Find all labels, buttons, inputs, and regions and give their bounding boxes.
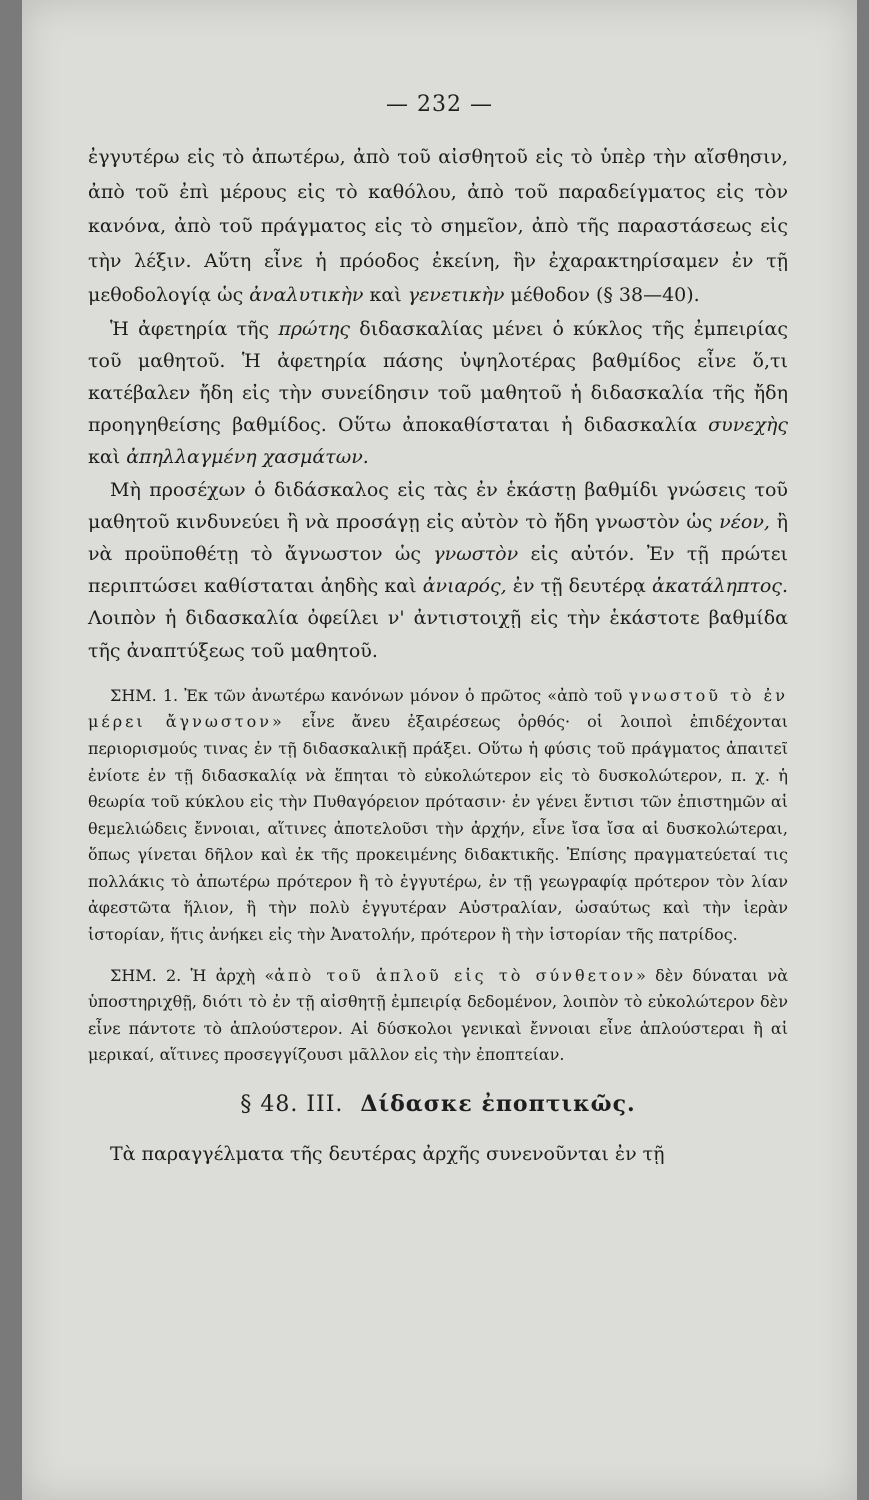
paragraph-1-end: μέθοδον (§ 38—40).: [510, 284, 700, 306]
section-number: § 48. III.: [240, 1092, 344, 1118]
paragraph-3-text-c: εἰς αὐτόν. Ἐν τῇ πρώτει περιπτώσει καθίσταται ἀηδὴς καὶ: [88, 542, 789, 598]
note-2-spaced: ἀπὸ τοῦ ἁπλοῦ εἰς τὸ σύνθετον: [274, 965, 637, 985]
paragraph-2-text-b: διδασκαλίας μένει ὁ κύκλος τῆς ἐμπειρίας τοῦ μαθητοῦ. Ἡ ἀφετηρία πάσης ὑψηλοτέρας βαθμίδος εἶνε ὅ,τι κατέβαλεν ἤδη εἰς τὴν συνείδησιν τοῦ μαθητοῦ ἡ διδασκαλία τῆς ἤδη προηγηθείσης βαθμίδος. Οὕτω ἀποκαθίσταται ἡ διδασκαλία: [88, 317, 788, 437]
note-2-text-a: ΣΗΜ. 2. Ἡ ἀρχὴ «: [110, 965, 275, 985]
emphasis-first: πρώτης: [278, 317, 351, 340]
paragraph-3-text-b: ἢ νὰ προϋποθέτῃ τὸ ἄγνωστον ὡς: [88, 510, 788, 565]
note-1: [88, 683, 788, 949]
page-body: [88, 140, 788, 1189]
paragraph-1: [88, 140, 788, 313]
paragraph-2-text-c: καὶ: [88, 446, 121, 469]
paragraph-3-text-e: Λοιπὸν ἡ διδασκαλία ὀφείλει ν' ἀντιστοιχῇ εἰς τὴν ἑκάστοτε βαθμίδα τῆς ἀναπτύξεως τοῦ μαθητοῦ.: [88, 607, 788, 662]
emphasis-incomprehensible: ἀκατάληπτος.: [651, 575, 788, 598]
paragraph-2: [88, 313, 788, 474]
note-1-text-a: ΣΗΜ. 1. Ἐκ τῶν ἀνωτέρω κανόνων μόνον ὁ πρῶτος «ἀπὸ τοῦ: [110, 685, 623, 705]
emphasis-continuous: συνεχὴς: [708, 414, 788, 437]
paragraph-1-text: ἐγγυτέρω εἰς τὸ ἀπωτέρω, ἀπὸ τοῦ αἰσθητοῦ εἰς τὸ ὑπὲρ τὴν αἴσθησιν, ἀπὸ τοῦ ἐπὶ μέρους εἰς τὸ καθόλου, ἀπὸ τοῦ παραδείγματος εἰς τὸν κανόνα, ἀπὸ τοῦ πράγματος εἰς τὸ σημεῖον, ἀπὸ τῆς παραστάσεως εἰς τὴν λέξιν. Αὕτη εἶνε ἡ πρόοδος ἐκείνη, ἣν ἐχαρακτηρίσαμεν ἐν τῇ μεθοδολογίᾳ ὡς: [88, 146, 788, 306]
emphasis-free-of-gaps: ἀπηλλαγμένη χασμάτων.: [126, 446, 369, 469]
paragraph-3-text-d: ἐν τῇ δευτέρᾳ: [512, 575, 646, 598]
page-number: — 232 —: [386, 92, 493, 117]
paragraph-1-mid: καὶ: [369, 284, 402, 306]
note-1-spaced: γνωστοῦ τὸ ἐν μέρει ἄγνωστον»: [88, 685, 788, 732]
note-2: [88, 963, 788, 1069]
book-page: [22, 0, 857, 1500]
note-1-text-b: εἶνε ἄνευ ἐξαιρέσεως ὀρθός· οἱ λοιποὶ ἐπιδέχονται περιορισμούς τινας ἐν τῇ διδασκαλικῇ πράξει. Οὕτω ἡ φύσις τοῦ πράγματος ἀπαιτεῖ ἐνίοτε ἐν τῇ διδασκαλίᾳ νὰ ἕπηται τὸ εὐκολώτερον εἰς τὸ δυσκολώτερον, π. χ. ἡ θεωρία τοῦ κύκλου εἰς τὴν Πυθαγόρειον πρότασιν· ἐν γένει ἔντισι τῶν ἐπιστημῶν αἱ θεμελιώδεις ἔννοιαι, αἵτινες ἀποτελοῦσι τὴν ἀρχήν, εἶνε ἴσα ἴσα αἱ δυσκολώτεραι, ὅπως γίνεται δῆλον καὶ ἐκ τῆς προκειμένης διδακτικῆς. Ἐπίσης πραγματεύεταί τις πολλάκις τὸ ἀπωτέρω πρότερον ἢ τὸ ἐγγυτέρω, ἐν τῇ γεωγραφίᾳ πρότερον τὸν λίαν ἀφεστῶτα ἥλιον, ἢ τὴν πολὺ ἐγγυτέραν Αὐστραλίαν, ὡσαύτως καὶ τὴν ἱερὰν ἱστορίαν, ἥτις ἀνήκει εἰς τὴν Ἀνατολήν, πρότερον ἢ τὴν ἱστορίαν τῆς πατρίδος.: [88, 712, 788, 945]
emphasis-genetic: γενετικὴν: [407, 284, 505, 306]
section-title: Δίδασκε ἐποπτικῶς.: [360, 1091, 636, 1118]
emphasis-known: γνωστὸν: [433, 542, 519, 565]
paragraph-2-text-a: Ἡ ἀφετηρία τῆς: [110, 317, 270, 340]
emphasis-tedious: ἀνιαρός,: [422, 575, 507, 598]
paragraph-3-text-a: Μὴ προσέχων ὁ διδάσκαλος εἰς τὰς ἐν ἑκάστῃ βαθμίδι γνώσεις τοῦ μαθητοῦ κινδυνεύει ἢ νὰ προσάγῃ εἰς αὐτὸν τὸ ἤδη γνωστὸν ὡς: [88, 478, 788, 533]
paragraph-3: [88, 474, 788, 667]
note-2-text-b: » δὲν δύναται νὰ ὑποστηριχθῇ, διότι τὸ ἐν τῇ αἰσθητῇ ἐμπειρίᾳ δεδομένον, λοιπὸν τὸ εὐκολώτερον δὲν εἶνε πάντοτε τὸ ἁπλούστερον. Αἱ δύσκολοι γενικαὶ ἔννοιαι εἶνε ἁπλούστεραι ἢ αἱ μερικαί, αἵτινες προσεγγίζουσι μᾶλλον εἰς τὴν ἐποπτείαν.: [88, 965, 789, 1065]
emphasis-new: νέον,: [719, 510, 770, 533]
section-heading: [88, 1089, 788, 1120]
emphasis-analytic: ἀναλυτικὴν: [249, 284, 364, 306]
last-line: Τὰ παραγγέλματα τῆς δευτέρας ἀρχῆς συνενοῦνται ἐν τῇ: [110, 1143, 665, 1166]
